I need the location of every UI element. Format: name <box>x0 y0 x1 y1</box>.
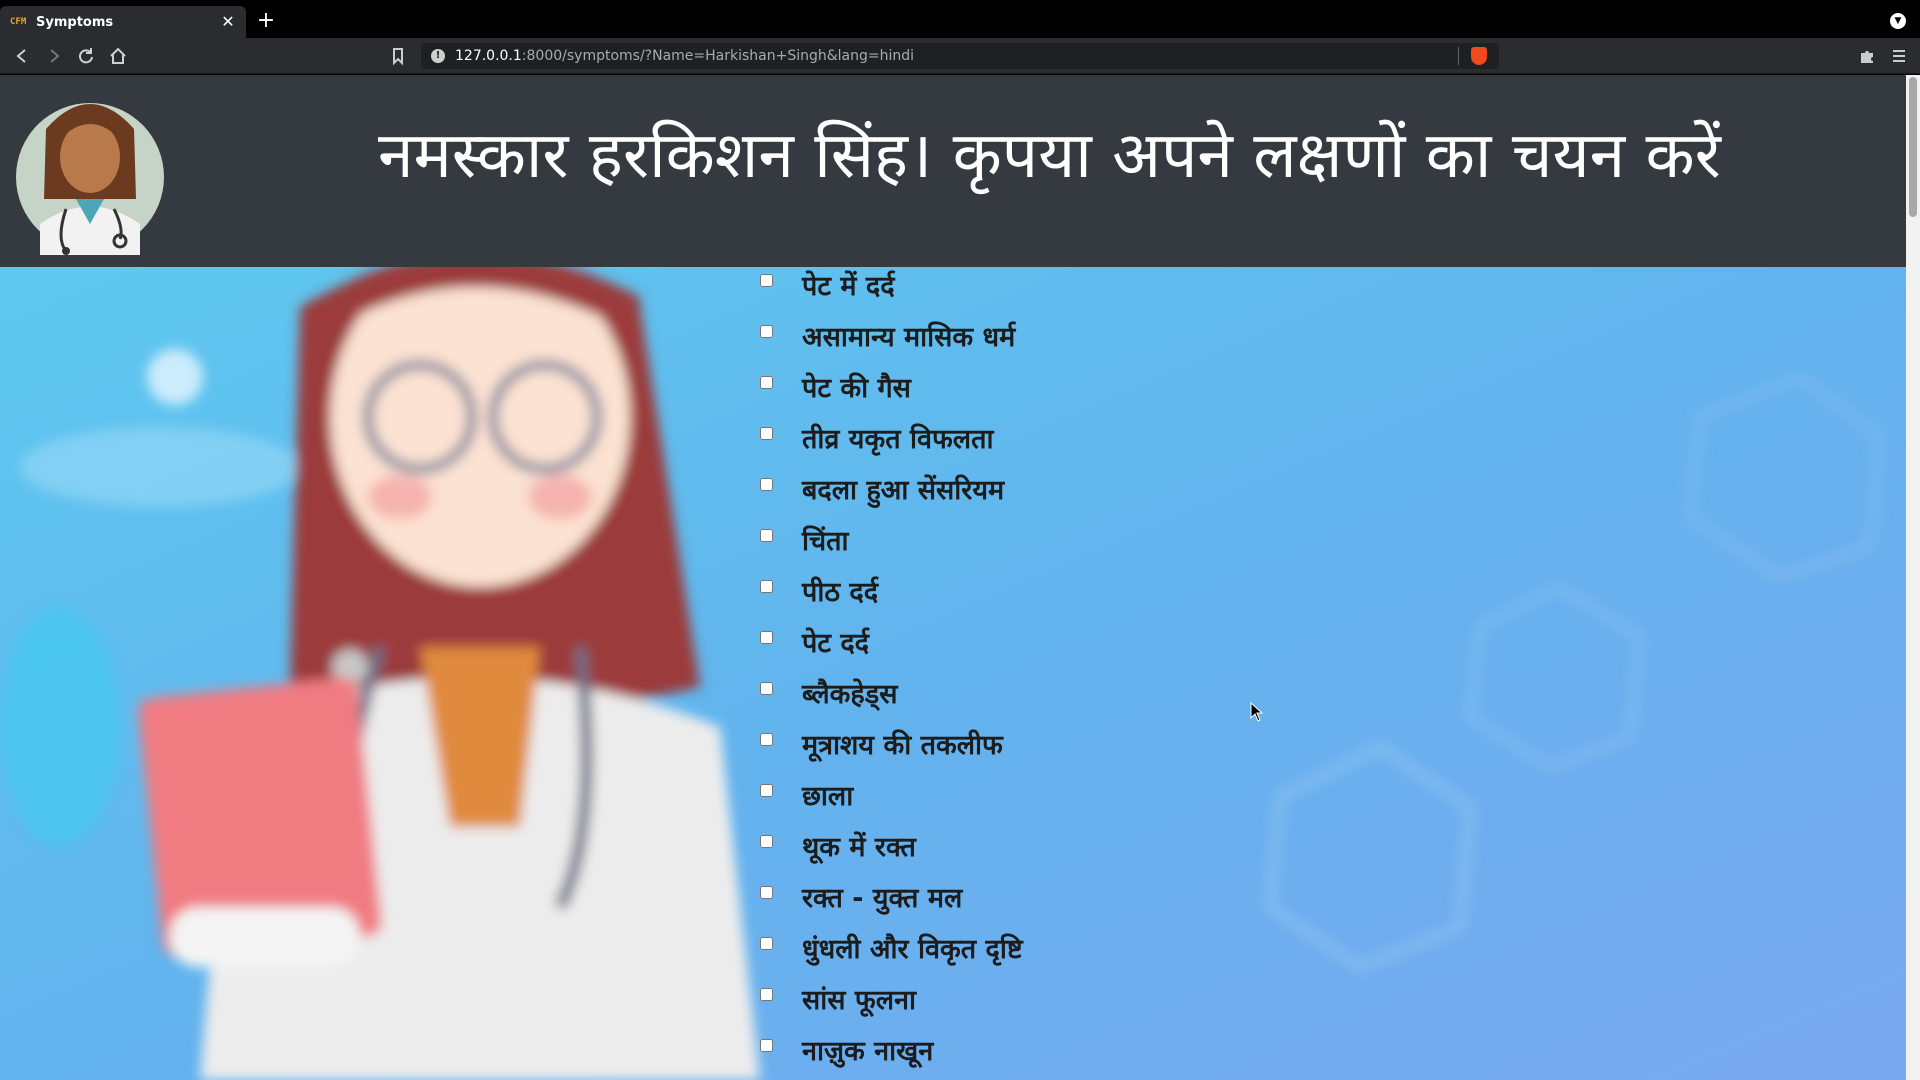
close-tab-icon[interactable]: ✕ <box>221 12 235 31</box>
symptom-checkbox[interactable] <box>760 274 773 287</box>
list-item[interactable] <box>760 981 1360 1032</box>
doctor-avatar-icon <box>16 89 164 255</box>
tab-list-dropdown-icon[interactable]: ▼ <box>1890 13 1906 29</box>
list-item[interactable] <box>760 930 1360 981</box>
symptom-checkbox[interactable] <box>760 427 773 440</box>
new-tab-icon[interactable]: + <box>256 8 276 33</box>
symptom-label[interactable]: पेट की गैस <box>802 373 911 404</box>
symptom-checkbox[interactable] <box>760 988 773 1001</box>
page-viewport <box>0 75 1906 1080</box>
hamburger-icon[interactable] <box>1888 45 1910 67</box>
tab-title: Symptoms <box>36 14 114 30</box>
symptom-label[interactable]: पीठ दर्द <box>802 577 879 608</box>
list-item[interactable] <box>760 828 1360 879</box>
list-item[interactable] <box>760 267 1360 318</box>
list-item[interactable] <box>760 726 1360 777</box>
url-separator <box>1458 47 1459 65</box>
list-item[interactable] <box>760 879 1360 930</box>
info-icon[interactable]: ! <box>431 49 445 63</box>
site-favicon-icon: CFM <box>10 17 27 27</box>
list-item[interactable] <box>760 1032 1360 1080</box>
brave-shield-icon[interactable] <box>1471 47 1487 65</box>
browser-tab-bar <box>0 0 1920 38</box>
tab-symptoms[interactable] <box>0 6 246 38</box>
home-icon[interactable] <box>107 45 129 67</box>
list-item[interactable] <box>760 471 1360 522</box>
symptom-label[interactable]: बदला हुआ सेंसरियम <box>802 475 1005 506</box>
reload-icon[interactable] <box>75 45 97 67</box>
symptom-checkbox[interactable] <box>760 478 773 491</box>
list-item[interactable] <box>760 573 1360 624</box>
browser-toolbar <box>0 38 1920 74</box>
forward-icon[interactable] <box>43 45 65 67</box>
symptom-label[interactable]: नाज़ुक नाखून <box>802 1036 934 1067</box>
puzzle-icon[interactable] <box>1856 45 1878 67</box>
symptom-label[interactable]: सांस फूलना <box>802 985 916 1016</box>
list-item[interactable] <box>760 420 1360 471</box>
list-item[interactable] <box>760 777 1360 828</box>
symptom-label[interactable]: रक्त - युक्त मल <box>802 883 963 914</box>
list-item[interactable] <box>760 369 1360 420</box>
symptom-checkbox[interactable] <box>760 529 773 542</box>
list-item[interactable] <box>760 522 1360 573</box>
back-icon[interactable] <box>11 45 33 67</box>
symptom-checkbox[interactable] <box>760 733 773 746</box>
symptom-checkbox[interactable] <box>760 937 773 950</box>
list-item[interactable] <box>760 624 1360 675</box>
symptom-checkbox[interactable] <box>760 682 773 695</box>
page-header <box>0 75 1906 267</box>
list-item[interactable] <box>760 318 1360 369</box>
symptom-checkbox[interactable] <box>760 376 773 389</box>
symptom-checklist <box>760 267 1360 1080</box>
list-item[interactable] <box>760 675 1360 726</box>
page-title: नमस्कार हरकिशन सिंह। कृपया अपने लक्षणों का चयन करें <box>378 119 1721 193</box>
url-text[interactable]: 127.0.0.1:8000/symptoms/?Name=Harkishan+Singh&lang=hindi <box>455 48 915 64</box>
scrollbar-thumb[interactable] <box>1909 77 1917 217</box>
symptom-label[interactable]: पेट में दर्द <box>802 271 895 302</box>
symptom-label[interactable]: थूक में रक्त <box>802 832 916 863</box>
symptom-label[interactable]: तीव्र यकृत विफलता <box>802 424 994 455</box>
symptom-label[interactable]: छाला <box>802 781 854 812</box>
symptom-checkbox[interactable] <box>760 580 773 593</box>
address-bar[interactable] <box>421 43 1499 69</box>
symptom-checkbox[interactable] <box>760 835 773 848</box>
symptom-label[interactable]: मूत्राशय की तकलीफ <box>802 730 1003 761</box>
symptom-label[interactable]: ब्लैकहेड्स <box>802 679 898 710</box>
symptom-checkbox[interactable] <box>760 325 773 338</box>
symptom-label[interactable]: धुंधली और विकृत दृष्टि <box>802 934 1023 965</box>
symptom-checkbox[interactable] <box>760 631 773 644</box>
symptom-label[interactable]: चिंता <box>802 526 849 557</box>
symptom-checkbox[interactable] <box>760 784 773 797</box>
symptom-label[interactable]: पेट दर्द <box>802 628 870 659</box>
symptom-checkbox[interactable] <box>760 1039 773 1052</box>
symptom-checkbox[interactable] <box>760 886 773 899</box>
mouse-cursor-icon <box>1250 702 1264 722</box>
page-scrollbar[interactable] <box>1906 75 1920 1080</box>
bookmark-icon[interactable] <box>387 45 409 67</box>
symptom-label[interactable]: असामान्य मासिक धर्म <box>802 322 1016 353</box>
